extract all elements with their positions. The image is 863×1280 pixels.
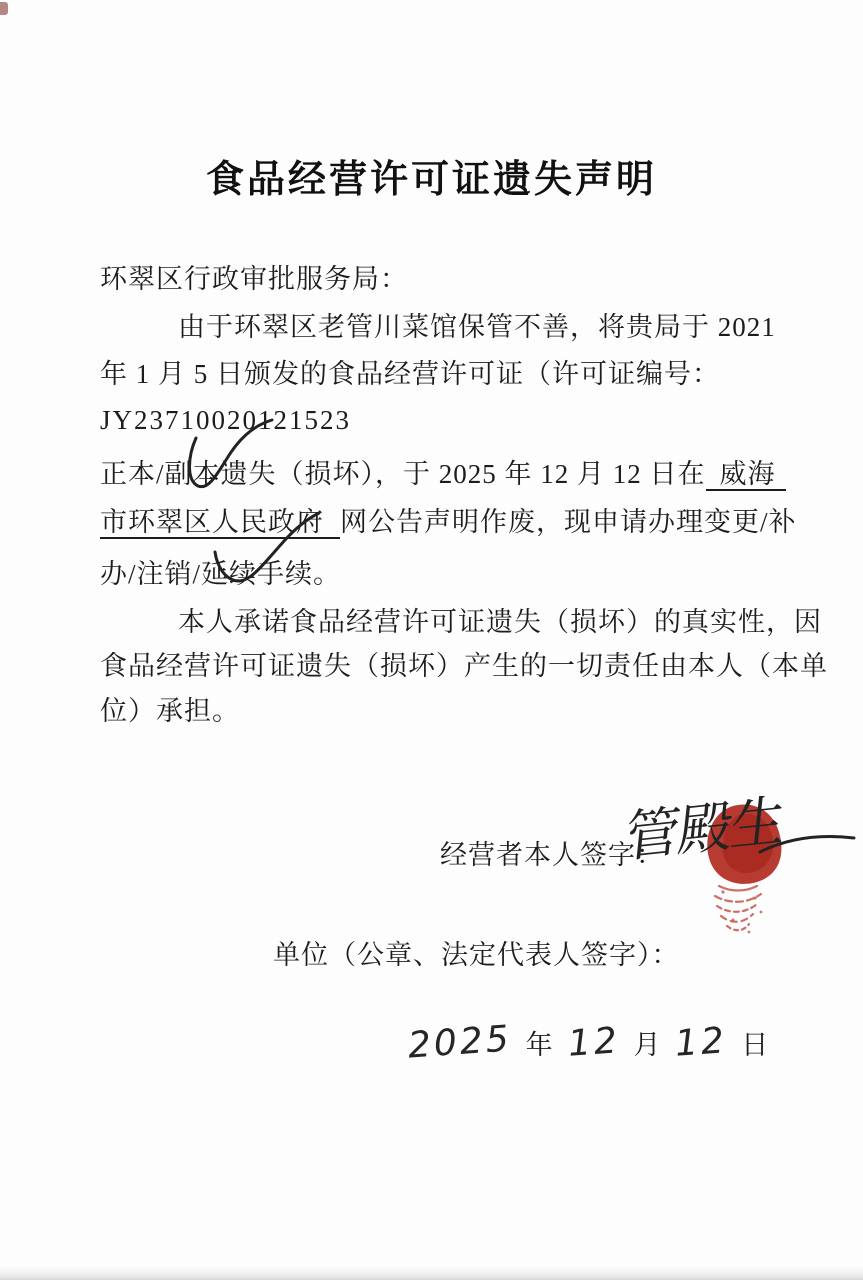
- body-line-gov: [100, 500, 797, 539]
- blank-filled-gov-site: 市环翠区人民政府: [100, 507, 340, 539]
- date-year-unit: 年: [525, 1030, 554, 1060]
- scan-artifact-corner: [0, 2, 8, 15]
- signature-flourish: [758, 822, 858, 862]
- page-title: 食品经营许可证遗失声明: [205, 159, 657, 201]
- copy-middle: 遗失（损坏），于 2025 年 12 月 12 日在: [220, 459, 706, 489]
- blank-filled-city: 威海: [706, 459, 786, 491]
- procedure-prefix: 办/注销/: [100, 559, 202, 589]
- pledge-line2: 食品经营许可证遗失（损坏）产生的一切责任由本人（本单: [100, 651, 828, 681]
- body-paragraph1-line2: 年 1 月 5 日颁发的食品经营许可证（许可证编号：: [100, 359, 720, 389]
- date-line: [406, 1018, 770, 1067]
- date-month-unit: 月: [633, 1030, 662, 1060]
- copy-ticked-option: 副本: [164, 459, 221, 489]
- body-paragraph1-line1: 由于环翠区老管川菜馆保管不善，将贵局于 2021: [178, 312, 776, 342]
- procedure-ticked-option: 延续: [201, 559, 258, 589]
- recipient-line: 环翠区行政审批服务局：: [100, 264, 408, 294]
- unit-signature-label: 单位（公章、法定代表人签字）：: [273, 940, 680, 970]
- body-line-procedure: [100, 552, 341, 591]
- operator-signature-handwriting: 管殿生: [622, 789, 787, 869]
- pledge-line1: 本人承诺食品经营许可证遗失（损坏）的真实性，因: [178, 607, 822, 637]
- date-day-unit: 日: [741, 1030, 770, 1060]
- operator-signature-label: 经营者本人签字：: [440, 840, 664, 870]
- body-line-copy: [100, 452, 786, 491]
- date-day-handwritten: 12: [674, 1020, 729, 1065]
- gov-line-rest: 网公告声明作废，现申请办理变更/补: [340, 507, 797, 537]
- license-number: JY23710020121523: [100, 405, 352, 435]
- procedure-suffix: 手续。: [257, 559, 342, 589]
- date-year-handwritten: 2025: [406, 1018, 513, 1067]
- copy-prefix: 正本/: [100, 459, 165, 489]
- pledge-line3: 位）承担。: [100, 696, 240, 726]
- scan-edge-shadow: [0, 1266, 863, 1280]
- date-month-handwritten: 12: [566, 1020, 621, 1065]
